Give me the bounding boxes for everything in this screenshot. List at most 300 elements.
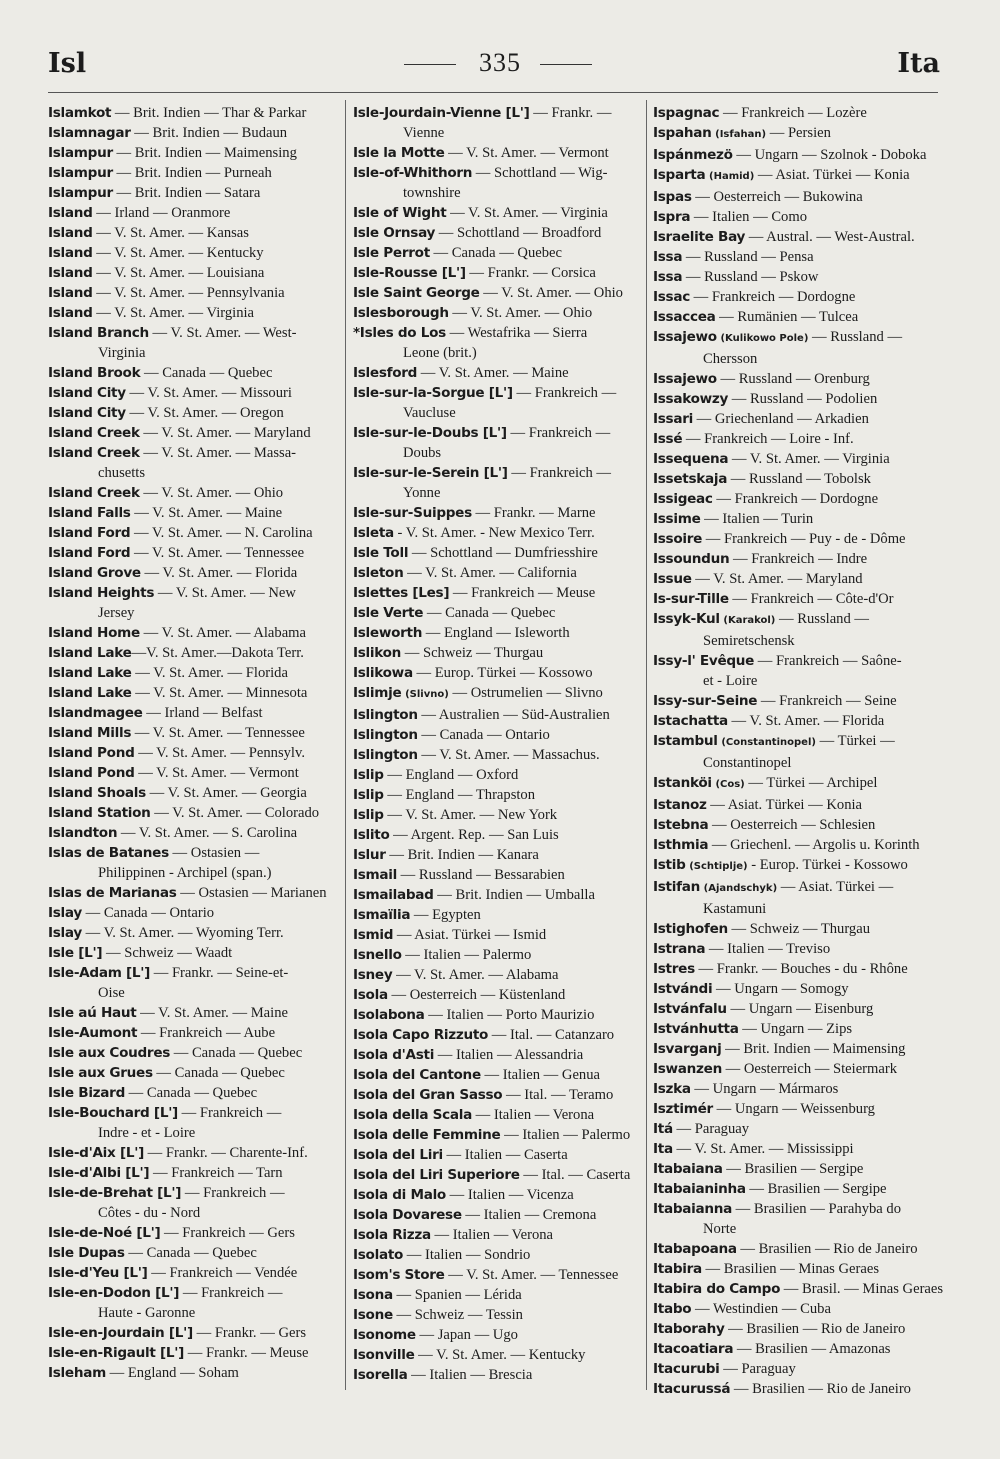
- header-right-keyword: Ita: [897, 48, 940, 79]
- entry-headword: Isle-d'Yeu [L']: [48, 1265, 148, 1281]
- entry-headword: Island Pond: [48, 745, 135, 761]
- entry-location: — Frankr. — Seine-et-: [150, 965, 289, 981]
- gazetteer-entry: [48, 1163, 340, 1183]
- gazetteer-entry: [653, 1299, 945, 1319]
- entry-headword: Isle-Jourdain-Vienne [L']: [353, 105, 530, 121]
- entry-headword: Issa: [653, 269, 683, 285]
- entry-location: — Brasilien — Parahyba do: [732, 1201, 902, 1217]
- entry-headword: Istvánhutta: [653, 1021, 739, 1037]
- entry-location: — Canada — Quebec: [140, 365, 273, 381]
- entry-location: — Russland — Pensa: [682, 249, 814, 265]
- entry-location: — Italien — Como: [690, 209, 808, 225]
- entry-headword: Island Creek: [48, 425, 140, 441]
- gazetteer-entry: [48, 763, 340, 783]
- entry-location: — England — Thrapston: [383, 787, 536, 803]
- entry-location: — Brasilien — Rio de Janeiro: [730, 1381, 911, 1397]
- entry-headword: Isle-Adam [L']: [48, 965, 151, 981]
- entry-location: — Ostrumelien — Slivno: [448, 685, 603, 701]
- entry-location: — Frankreich — Meuse: [449, 585, 596, 601]
- entry-continuation: Vaucluse: [403, 405, 456, 421]
- entry-headword: Isle aú Haut: [48, 1005, 137, 1021]
- entry-location: — Brit. Indien — Thar & Parkar: [111, 105, 307, 121]
- gazetteer-entry: [48, 883, 340, 903]
- gazetteer-entry: [353, 223, 645, 243]
- gazetteer-entry: [48, 563, 340, 583]
- entry-alt-name: (Schtiplje): [689, 861, 748, 872]
- gazetteer-entry: [48, 643, 340, 663]
- gazetteer-entry: [653, 103, 945, 123]
- entry-headword: Isom's Store: [353, 1267, 445, 1283]
- entry-headword: Isona: [353, 1287, 393, 1303]
- gazetteer-entry: [353, 463, 645, 483]
- entry-headword: Isola del Cantone: [353, 1067, 481, 1083]
- entry-continuation: Virginia: [98, 345, 146, 361]
- entry-location: — Schweiz — Tessin: [392, 1307, 523, 1323]
- entry-headword: Isle Verte: [353, 605, 424, 621]
- entry-location: — Frankreich —: [507, 465, 612, 481]
- gazetteer-entry: [48, 423, 340, 443]
- entry-location: — Frankreich — Dordogne: [689, 289, 856, 305]
- gazetteer-entry: [353, 725, 645, 745]
- entry-continuation: townshire: [403, 185, 461, 201]
- page-header: [0, 44, 1000, 84]
- entry-continuation: Leone (brit.): [403, 345, 477, 361]
- entry-location: — Frankreich — Tarn: [149, 1165, 283, 1181]
- entry-headword: Isvarganj: [653, 1041, 722, 1057]
- gazetteer-entry: [653, 1159, 945, 1179]
- entry-headword: Isney: [353, 967, 393, 983]
- entry-location: — V. St. Amer. — Massachus.: [417, 747, 600, 763]
- gazetteer-entry: [353, 1285, 645, 1305]
- gazetteer-entry: [653, 449, 945, 469]
- gazetteer-entry: [48, 303, 340, 323]
- entry-location: — Brasilien — Rio de Janeiro: [724, 1321, 906, 1337]
- entry-location: — Griechenland — Arkadien: [692, 411, 869, 427]
- gazetteer-entry: [353, 1185, 645, 1205]
- entry-headword: Island Mills: [48, 725, 132, 741]
- entry-location: — Irland — Belfast: [142, 705, 263, 721]
- entry-headword: Island Shoals: [48, 785, 146, 801]
- entry-location: — Brasilien — Minas Geraes: [701, 1261, 880, 1277]
- entry-headword: Istighofen: [653, 921, 728, 937]
- entry-alt-name: (Constantinopel): [721, 737, 816, 748]
- entry-headword: Isle Ornsay: [353, 225, 436, 241]
- gazetteer-entry: [353, 283, 645, 303]
- entry-location: — V. St. Amer. — Maine: [136, 1005, 288, 1021]
- gazetteer-entry: [48, 443, 340, 463]
- entry-headword: Issy-sur-Seine: [653, 693, 758, 709]
- entry-location: — Brasilien — Amazonas: [733, 1341, 891, 1357]
- gazetteer-entry: [353, 1165, 645, 1185]
- entry-location: — Italien — Verona: [430, 1227, 554, 1243]
- entry-headword: Islesford: [353, 365, 418, 381]
- entry-location: - V. St. Amer. - New Mexico Terr.: [393, 525, 595, 541]
- gazetteer-entry: [48, 923, 340, 943]
- entry-headword: Ita: [653, 1141, 673, 1157]
- entry-location: — Westindien — Cuba: [691, 1301, 831, 1317]
- gazetteer-entry: [353, 945, 645, 965]
- entry-location: — Italien — Alessandria: [434, 1047, 584, 1063]
- entry-headword: Istanköi: [653, 775, 712, 791]
- entry-headword: Issaccea: [653, 309, 716, 325]
- entry-location: — Irland — Oranmore: [92, 205, 231, 221]
- entry-location: — V. St. Amer. — Mississippi: [672, 1141, 854, 1157]
- entry-location: — Argent. Rep. — San Luis: [389, 827, 559, 843]
- gazetteer-entry: [353, 865, 645, 885]
- entry-headword: Islampur: [48, 185, 113, 201]
- gazetteer-entry: [48, 1263, 340, 1283]
- gazetteer-entry: [48, 1143, 340, 1163]
- gazetteer-entry: [353, 1105, 645, 1125]
- entry-headword: Isle-en-Rigault [L']: [48, 1345, 185, 1361]
- entry-headword: Isle-de-Brehat [L']: [48, 1185, 182, 1201]
- entry-alt-name: (Cos): [715, 779, 745, 790]
- entry-headword: Ismid: [353, 927, 394, 943]
- entry-headword: Islettes [Les]: [353, 585, 450, 601]
- gazetteer-entry: [653, 529, 945, 549]
- entry-headword: Isola del Gran Sasso: [353, 1087, 503, 1103]
- entry-continuation: Côtes - du - Nord: [98, 1205, 201, 1221]
- entry-location: — Italien — Palermo: [500, 1127, 631, 1143]
- entry-location: — V. St. Amer. — Missouri: [125, 385, 292, 401]
- gazetteer-entry: [653, 429, 945, 449]
- gazetteer-entry: [653, 1139, 945, 1159]
- entry-headword: Isle [L']: [48, 945, 103, 961]
- entry-headword: Isola della Scala: [353, 1107, 472, 1123]
- entry-headword: Isola Dovarese: [353, 1207, 462, 1223]
- gazetteer-entry: [48, 183, 340, 203]
- entry-location: — Italien — Turin: [700, 511, 814, 527]
- entry-location: — Austral. — West-Austral.: [745, 229, 915, 245]
- gazetteer-entry: [48, 383, 340, 403]
- entry-location: — Ital. — Catanzaro: [488, 1027, 615, 1043]
- gazetteer-entry: [48, 263, 340, 283]
- entry-location: — Paraguay: [719, 1361, 796, 1377]
- entry-continuation: Haute - Garonne: [98, 1305, 196, 1321]
- gazetteer-entry: [353, 263, 645, 283]
- entry-headword: Isle-of-Whithorn: [353, 165, 473, 181]
- gazetteer-entry: [48, 283, 340, 303]
- gazetteer-entry: [353, 683, 645, 705]
- page-number: 335: [479, 48, 521, 77]
- entry-location: — Ital. — Teramo: [502, 1087, 614, 1103]
- entry-location: — Brasilien — Sergipe: [722, 1161, 864, 1177]
- entry-headword: Island Creek: [48, 485, 140, 501]
- entry-location: — Persien: [766, 125, 831, 141]
- gazetteer-entry: [353, 103, 645, 123]
- entry-headword: Island Ford: [48, 545, 131, 561]
- entry-location: — Westafrika — Sierra: [445, 325, 588, 341]
- gazetteer-entry: [353, 303, 645, 323]
- gazetteer-entry: [353, 363, 645, 383]
- entry-headword: Ismail: [353, 867, 398, 883]
- entry-continuation: Indre - et - Loire: [98, 1125, 196, 1141]
- entry-location: — V. St. Amer. — Maine: [130, 505, 283, 521]
- entry-headword: Isle Dupas: [48, 1245, 125, 1261]
- gazetteer-entry: [353, 1205, 645, 1225]
- entry-headword: Isleta: [353, 525, 394, 541]
- entry-headword: Islampur: [48, 165, 113, 181]
- entry-headword: Isorella: [353, 1367, 408, 1383]
- entry-location: — Canada — Ontario: [417, 727, 550, 743]
- gazetteer-entry: [48, 323, 340, 343]
- entry-location: — V. St. Amer. — Louisiana: [92, 265, 265, 281]
- entry-location: — V. St. Amer. — Massa-: [139, 445, 297, 461]
- entry-location: — Frankreich —: [512, 385, 617, 401]
- gazetteer-entry: [653, 207, 945, 227]
- entry-headword: Isola di Malo: [353, 1187, 446, 1203]
- entry-location: — Europ. Türkei — Kossowo: [412, 665, 593, 681]
- entry-headword: Itabapoana: [653, 1241, 737, 1257]
- entry-headword: Isle la Motte: [353, 145, 445, 161]
- entry-location: — V. St. Amer. — Kansas: [92, 225, 249, 241]
- gazetteer-entry: [48, 1023, 340, 1043]
- entry-location: — Brit. Indien — Purneah: [112, 165, 272, 181]
- entry-location: — V. St. Amer. — Tennessee: [130, 545, 305, 561]
- entry-location: — Russland — Podolien: [728, 391, 878, 407]
- entry-headword: Island: [48, 285, 93, 301]
- entry-headword: Ispas: [653, 189, 692, 205]
- entry-location: — Italien — Sondrio: [403, 1247, 531, 1263]
- entry-headword: Istvándi: [653, 981, 713, 997]
- entry-location: — England — Isleworth: [422, 625, 570, 641]
- entry-location: — V. St. Amer. — Alabama: [392, 967, 559, 983]
- gazetteer-entry: [353, 825, 645, 845]
- entry-location: — V. St. Amer. — New: [154, 585, 296, 601]
- gazetteer-entry: [653, 389, 945, 409]
- entry-headword: Isle-en-Dodon [L']: [48, 1285, 180, 1301]
- entry-location: — Frankr. — Meuse: [184, 1345, 309, 1361]
- entry-location: — Russland — Tobolsk: [727, 471, 871, 487]
- entry-headword: Isola Rizza: [353, 1227, 431, 1243]
- entry-headword: Islikowa: [353, 665, 413, 681]
- entry-continuation: Chersson: [703, 351, 758, 367]
- gazetteer-entry: [653, 711, 945, 731]
- entry-headword: Isle-sur-le-Serein [L']: [353, 465, 508, 481]
- entry-location: — V. St. Amer. — California: [403, 565, 577, 581]
- gazetteer-entry: [653, 369, 945, 389]
- entry-headword: Itacurubi: [653, 1361, 720, 1377]
- entry-headword: Isonome: [353, 1327, 416, 1343]
- gazetteer-entry: [353, 1085, 645, 1105]
- entry-location: — Schweiz — Thurgau: [401, 645, 544, 661]
- gazetteer-entry: [353, 1025, 645, 1045]
- gazetteer-entry: [48, 703, 340, 723]
- gazetteer-entry: [353, 1345, 645, 1365]
- entry-headword: Island Falls: [48, 505, 131, 521]
- gazetteer-entry: [353, 1325, 645, 1345]
- entry-headword: Isola Capo Rizzuto: [353, 1027, 489, 1043]
- gazetteer-entry: [653, 569, 945, 589]
- gazetteer-entry: [48, 163, 340, 183]
- gazetteer-entry: [653, 919, 945, 939]
- entry-headword: Islington: [353, 707, 418, 723]
- entry-continuation: et - Loire: [703, 673, 758, 689]
- entry-location: - Europ. Türkei - Kossowo: [747, 857, 908, 873]
- gazetteer-entry: [48, 1083, 340, 1103]
- gazetteer-entry: [48, 483, 340, 503]
- header-rule-right: [540, 64, 592, 65]
- gazetteer-entry: [653, 469, 945, 489]
- entry-headword: Island: [48, 245, 93, 261]
- entry-continuation: Doubs: [403, 445, 442, 461]
- gazetteer-entry: [48, 723, 340, 743]
- entry-location: — Japan — Ugo: [415, 1327, 518, 1343]
- gazetteer-entry: [353, 203, 645, 223]
- gazetteer-entry: [653, 1319, 945, 1339]
- entry-continuation: chusetts: [98, 465, 146, 481]
- entry-location: — Brasilien — Sergipe: [745, 1181, 887, 1197]
- entry-headword: Isle Saint George: [353, 285, 480, 301]
- entry-location: — Frankreich —: [177, 1105, 282, 1121]
- entry-headword: Issoundun: [653, 551, 730, 567]
- entry-headword: Island Grove: [48, 565, 141, 581]
- gazetteer-entry: [653, 999, 945, 1019]
- entry-continuation: Kastamuni: [703, 901, 767, 917]
- gazetteer-entry: [653, 979, 945, 999]
- gazetteer-entry: [653, 1039, 945, 1059]
- entry-headword: Ismailabad: [353, 887, 434, 903]
- entry-location: — V. St. Amer. — Alabama: [139, 625, 307, 641]
- entry-headword: Islur: [353, 847, 386, 863]
- gazetteer-entry: [48, 1063, 340, 1083]
- entry-headword: Islay: [48, 905, 82, 921]
- entry-headword: Isle-en-Jourdain [L']: [48, 1325, 193, 1341]
- gazetteer-entry: [353, 885, 645, 905]
- entry-location: — Brit. Indien — Umballa: [433, 887, 595, 903]
- gazetteer-entry: [48, 663, 340, 683]
- entry-location: — V. St. Amer. — Ohio: [139, 485, 284, 501]
- column-divider: [345, 100, 346, 1390]
- entry-headword: Islito: [353, 827, 390, 843]
- entry-location: — V. St. Amer. — Colorado: [150, 805, 320, 821]
- entry-location: — Canada — Quebec: [124, 1245, 257, 1261]
- entry-location: — Schottland — Dumfriesshire: [408, 545, 598, 561]
- entry-headword: Issari: [653, 411, 693, 427]
- gazetteer-entry: [353, 785, 645, 805]
- header-divider: [48, 92, 938, 93]
- entry-location: — Ungarn — Zips: [738, 1021, 853, 1037]
- gazetteer-entry: [653, 489, 945, 509]
- entry-alt-name: (Ajandschyk): [703, 883, 778, 894]
- entry-alt-name: (Kulikowo Pole): [720, 333, 809, 344]
- gazetteer-entry: [48, 803, 340, 823]
- entry-location: — V. St. Amer. — Oregon: [125, 405, 284, 421]
- entry-headword: Itabira: [653, 1261, 702, 1277]
- entry-continuation: Norte: [703, 1221, 737, 1237]
- entry-location: — Brit. Indien — Maimensing: [721, 1041, 906, 1057]
- gazetteer-entry: [48, 503, 340, 523]
- gazetteer-entry: [48, 523, 340, 543]
- entry-continuation: Yonne: [403, 485, 441, 501]
- entry-headword: Is-sur-Tille: [653, 591, 729, 607]
- gazetteer-entry: [353, 705, 645, 725]
- gazetteer-entry: [653, 815, 945, 835]
- gazetteer-entry: [653, 307, 945, 327]
- entry-headword: Islip: [353, 767, 384, 783]
- entry-location: — V. St. Amer. — Virginia: [92, 305, 255, 321]
- gazetteer-entry: [353, 905, 645, 925]
- gazetteer-entry: [653, 835, 945, 855]
- entry-column-2: [353, 103, 645, 1385]
- gazetteer-entry: [353, 1005, 645, 1025]
- entry-location: — Canada — Quebec: [429, 245, 562, 261]
- entry-location: — V. St. Amer. — Tennessee: [444, 1267, 619, 1283]
- entry-headword: Itaborahy: [653, 1321, 725, 1337]
- gazetteer-entry: [653, 145, 945, 165]
- entry-headword: Isonville: [353, 1347, 415, 1363]
- entry-location: — V. St. Amer. — Minnesota: [131, 685, 308, 701]
- entry-headword: Island Creek: [48, 445, 140, 461]
- entry-location: — V. St. Amer. — S. Carolina: [117, 825, 298, 841]
- entry-location: — Oesterreich — Schlesien: [708, 817, 876, 833]
- entry-location: — V. St. Amer. — Pennsylvania: [92, 285, 285, 301]
- entry-headword: Issé: [653, 431, 683, 447]
- gazetteer-entry: [48, 1323, 340, 1343]
- entry-location: — Asiat. Türkei —: [777, 879, 894, 895]
- entry-location: — Brit. Indien — Kanara: [385, 847, 539, 863]
- gazetteer-entry: [353, 163, 645, 183]
- entry-headword: Istres: [653, 961, 695, 977]
- entry-location: — Oesterreich — Steiermark: [721, 1061, 898, 1077]
- entry-headword: Itabira do Campo: [653, 1281, 781, 1297]
- entry-headword: Issajewo: [653, 329, 717, 345]
- column-divider: [646, 100, 647, 1390]
- entry-continuation: Oise: [98, 985, 125, 1001]
- gazetteer-entry: [48, 1183, 340, 1203]
- entry-location: — Italien — Palermo: [401, 947, 532, 963]
- gazetteer-entry: [353, 383, 645, 403]
- entry-location: — Frankreich —: [179, 1285, 283, 1301]
- gazetteer-entry: [48, 1363, 340, 1383]
- entry-location: — Frankr. — Charente-Inf.: [144, 1145, 308, 1161]
- entry-headword: Itabaianinha: [653, 1181, 746, 1197]
- entry-headword: Ispánmezö: [653, 147, 733, 163]
- entry-headword: Istambul: [653, 733, 718, 749]
- gazetteer-entry: [653, 589, 945, 609]
- entry-location: — Italien — Vicenza: [445, 1187, 574, 1203]
- entry-location: — V. St. Amer. — Ohio: [448, 305, 593, 321]
- entry-headword: Istib: [653, 857, 686, 873]
- entry-location: — V. St. Amer. — Kentucky: [92, 245, 264, 261]
- entry-headword: Issajewo: [653, 371, 717, 387]
- entry-location: — Frankreich — Lozère: [719, 105, 867, 121]
- gazetteer-entry: [353, 143, 645, 163]
- gazetteer-entry: [653, 327, 945, 349]
- entry-location: — Griechenl. — Argolis u. Korinth: [708, 837, 920, 853]
- entry-headword: Itá: [653, 1121, 673, 1137]
- entry-location: — Frankreich — Côte-d'Or: [728, 591, 894, 607]
- gazetteer-entry: [353, 1305, 645, 1325]
- entry-location: — Italien — Brescia: [407, 1367, 533, 1383]
- entry-headword: Islip: [353, 807, 384, 823]
- gazetteer-entry: [653, 939, 945, 959]
- entry-headword: Island Lake: [48, 685, 132, 701]
- entry-headword: Israelite Bay: [653, 229, 746, 245]
- entry-column-1: [48, 103, 340, 1383]
- entry-headword: Itabo: [653, 1301, 692, 1317]
- entry-headword: Issyk-Kul: [653, 611, 720, 627]
- entry-headword: Isle-sur-le-Doubs [L']: [353, 425, 507, 441]
- entry-location: — V. St. Amer. — Georgia: [145, 785, 307, 801]
- entry-location: — V. St. Amer. — Vermont: [134, 765, 299, 781]
- entry-headword: Islip: [353, 787, 384, 803]
- entry-headword: Isolato: [353, 1247, 404, 1263]
- gazetteer-entry: [353, 583, 645, 603]
- gazetteer-entry: [48, 1223, 340, 1243]
- entry-headword: Isle-Aumont: [48, 1025, 138, 1041]
- entry-headword: Islikon: [353, 645, 402, 661]
